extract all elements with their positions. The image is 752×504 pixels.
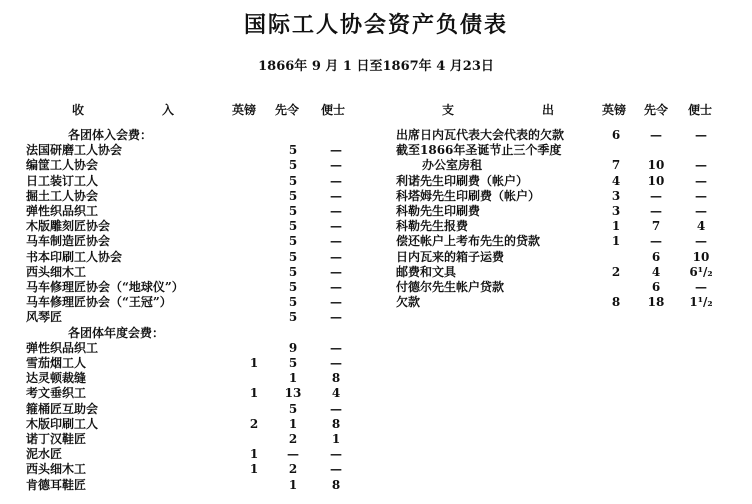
income-pence-value: 1 xyxy=(331,432,341,446)
income-pence-value: — xyxy=(330,310,342,325)
income-header-label-b: 入 xyxy=(162,103,175,117)
expense-header-pound: 英镑 xyxy=(602,103,627,117)
income-header-pence: 便士 xyxy=(321,103,346,117)
income-item-label: 木版印刷工人 xyxy=(26,416,99,431)
income-shillings-value: 5 xyxy=(288,310,298,325)
income-row xyxy=(26,401,356,417)
expense-shillings-value: 6 xyxy=(651,249,661,264)
income-pence-value: — xyxy=(330,143,342,158)
expense-item-label: 邮费和文具 xyxy=(396,264,457,279)
expense-pence-value: 6¹/₂ xyxy=(689,264,713,279)
expense-header-shilling: 先令 xyxy=(644,103,669,117)
income-pence-value: 8 xyxy=(331,416,341,431)
income-item-label: 编筐工人协会 xyxy=(26,158,99,173)
income-item-label: 弹性织品织工 xyxy=(26,340,99,355)
income-item-label: 西头细木工 xyxy=(26,264,87,279)
income-pounds-value: 2 xyxy=(249,416,259,431)
expense-shillings-value: 10 xyxy=(647,158,665,173)
expense-header-label-a: 支 xyxy=(442,103,455,117)
income-row xyxy=(26,173,356,189)
income-pounds-value: 1 xyxy=(249,462,259,477)
income-item-label: 日工装订工人 xyxy=(26,173,99,188)
income-shillings-value: 5 xyxy=(288,295,298,310)
income-row xyxy=(26,294,356,310)
expense-item-label: 利诺先生印刷费（帐户） xyxy=(396,173,529,188)
income-shillings-value: 1 xyxy=(288,416,298,431)
expense-pence-value: 1¹/₂ xyxy=(689,295,713,310)
income-item-label: 风琴匠 xyxy=(26,310,63,325)
income-pence-value: — xyxy=(330,158,342,173)
expense-item-label: 科勒先生报费 xyxy=(396,219,469,234)
income-row xyxy=(26,264,356,280)
income-row xyxy=(26,325,356,341)
income-row xyxy=(26,309,356,325)
expense-pence-value: — xyxy=(695,204,707,218)
expense-pounds-value: 2 xyxy=(611,264,621,279)
expense-item-label: 截至1866年圣诞节止三个季度 xyxy=(396,143,562,158)
expense-pence-value: 10 xyxy=(692,249,710,264)
income-pence-value: 8 xyxy=(331,371,341,386)
expense-pence-value: — xyxy=(695,128,707,142)
expense-pounds-value: 3 xyxy=(611,204,621,218)
income-shillings-value: 1 xyxy=(288,371,298,386)
expense-shillings-value: 6 xyxy=(651,280,661,294)
income-row xyxy=(26,446,356,462)
expense-pounds-value: 6 xyxy=(611,128,621,142)
income-item-label: 西头细木工 xyxy=(26,462,87,477)
income-row xyxy=(26,218,356,234)
expense-shillings-value: — xyxy=(650,128,662,142)
expense-pence-value: — xyxy=(695,280,707,294)
income-item-label: 各团体年度会费： xyxy=(68,325,165,340)
income-pounds-value: 1 xyxy=(249,356,259,370)
income-row xyxy=(26,477,356,493)
expense-shillings-value: — xyxy=(650,234,662,249)
income-shillings-value: 5 xyxy=(288,158,298,173)
income-pence-value: 8 xyxy=(331,477,341,492)
income-row xyxy=(26,370,356,386)
income-pence-value: — xyxy=(330,249,342,264)
expense-row xyxy=(396,233,736,249)
income-pence-value: — xyxy=(330,401,342,416)
income-pence-value: — xyxy=(330,462,342,477)
income-shillings-value: 5 xyxy=(288,219,298,234)
income-row xyxy=(26,249,356,265)
expense-row xyxy=(396,264,736,280)
income-row xyxy=(26,142,356,158)
expense-item-label: 付德尔先生帐户贷款 xyxy=(396,280,505,294)
income-shillings-value: — xyxy=(287,447,299,462)
income-row xyxy=(26,385,356,401)
expense-pounds-value: 4 xyxy=(611,173,621,188)
income-shillings-value: 9 xyxy=(288,340,298,355)
income-item-label: 弹性织品织工 xyxy=(26,204,99,218)
expense-pence-value: — xyxy=(695,234,707,249)
expense-pence-value: — xyxy=(695,173,707,188)
income-shillings-value: 13 xyxy=(284,386,302,401)
income-shillings-value: 5 xyxy=(288,356,298,370)
expense-pounds-value: 8 xyxy=(611,295,621,310)
income-row xyxy=(26,127,356,143)
income-pence-value: — xyxy=(330,340,342,355)
income-row xyxy=(26,279,356,295)
expense-item-label: 日内瓦来的箱子运费 xyxy=(396,249,505,264)
expense-pounds-value: 3 xyxy=(611,188,621,203)
income-item-label: 马车修理匠协会（“地球仪”） xyxy=(26,280,184,294)
income-pence-value: — xyxy=(330,219,342,234)
income-pence-value: — xyxy=(330,234,342,249)
income-item-label: 达灵顿裁缝 xyxy=(26,371,87,386)
income-pounds-value: 1 xyxy=(249,447,259,462)
income-header-shilling: 先令 xyxy=(275,103,300,117)
expense-shillings-value: 7 xyxy=(651,219,661,234)
income-pounds-value: 1 xyxy=(249,386,259,401)
income-item-label: 雪茄烟工人 xyxy=(26,356,87,370)
income-pence-value: — xyxy=(330,280,342,294)
income-item-label: 泥水匠 xyxy=(26,447,63,462)
income-pence-value: — xyxy=(330,204,342,218)
income-row xyxy=(26,340,356,356)
income-row xyxy=(26,461,356,477)
income-item-label: 书本印刷工人协会 xyxy=(26,249,123,264)
income-row xyxy=(26,203,356,219)
expense-pence-value: — xyxy=(695,188,707,203)
expense-row xyxy=(396,218,736,234)
income-item-label: 考文垂织工 xyxy=(26,386,87,401)
expense-row xyxy=(396,157,736,173)
expense-row xyxy=(396,294,736,310)
expense-row xyxy=(396,173,736,189)
income-item-label: 箍桶匠互助会 xyxy=(26,401,99,416)
expense-item-label: 出席日内瓦代表大会代表的欠款 xyxy=(396,128,565,142)
income-header-pound: 英镑 xyxy=(232,103,257,117)
income-item-label: 木版雕刻匠协会 xyxy=(26,219,111,234)
income-pence-value: — xyxy=(330,173,342,188)
income-item-label: 诺丁汉鞋匠 xyxy=(26,432,87,446)
expense-pounds-value: 7 xyxy=(611,158,621,173)
expense-row xyxy=(396,127,736,143)
income-item-label: 法国研磨工人协会 xyxy=(26,143,123,158)
expense-pounds-value: 1 xyxy=(611,219,621,234)
expense-item-label: 偿还帐户上考布先生的贷款 xyxy=(396,234,541,249)
expense-item-label: 科勒先生印刷费 xyxy=(396,204,481,218)
expense-shillings-value: 4 xyxy=(651,264,661,279)
expense-item-label: 科塔姆先生印刷费（帐户） xyxy=(396,188,541,203)
income-shillings-value: 5 xyxy=(288,264,298,279)
date-range-subtitle: 1866年 9 月 1 日至1867年 4 月23日 xyxy=(258,59,494,74)
income-shillings-value: 5 xyxy=(288,249,298,264)
income-row xyxy=(26,233,356,249)
income-pence-value: 4 xyxy=(331,386,341,401)
income-row xyxy=(26,188,356,204)
expense-shillings-value: — xyxy=(650,204,662,218)
expense-shillings-value: 10 xyxy=(647,173,665,188)
income-shillings-value: 5 xyxy=(288,401,298,416)
income-row xyxy=(26,355,356,371)
expense-pence-value: — xyxy=(695,158,707,173)
income-shillings-value: 5 xyxy=(288,204,298,218)
expense-shillings-value: 18 xyxy=(647,295,665,310)
income-row xyxy=(26,416,356,432)
income-item-label: 肯德耳鞋匠 xyxy=(26,477,87,492)
income-pence-value: — xyxy=(330,356,342,370)
expense-shillings-value: — xyxy=(650,188,662,203)
expense-item-label: 办公室房租 xyxy=(422,158,483,173)
income-shillings-value: 5 xyxy=(288,280,298,294)
expense-row xyxy=(396,142,736,158)
expense-row xyxy=(396,203,736,219)
income-row xyxy=(26,157,356,173)
income-shillings-value: 5 xyxy=(288,173,298,188)
income-shillings-value: 1 xyxy=(288,477,298,492)
income-item-label: 马车制造匠协会 xyxy=(26,234,111,249)
expense-row xyxy=(396,249,736,265)
income-item-label: 各团体入会费： xyxy=(68,128,153,142)
income-item-label: 掘土工人协会 xyxy=(26,188,99,203)
expense-row xyxy=(396,279,736,295)
income-shillings-value: 5 xyxy=(288,143,298,158)
expense-pence-value: 4 xyxy=(696,219,706,234)
expense-item-label: 欠款 xyxy=(396,295,421,310)
income-shillings-value: 5 xyxy=(288,188,298,203)
income-item-label: 马车修理匠协会（“王冠”） xyxy=(26,295,172,310)
income-shillings-value: 5 xyxy=(288,234,298,249)
income-pence-value: — xyxy=(330,447,342,462)
income-row xyxy=(26,431,356,447)
income-shillings-value: 2 xyxy=(288,432,298,446)
expense-header-label-b: 出 xyxy=(542,103,555,117)
expense-header-pence: 便士 xyxy=(688,103,713,117)
expense-row xyxy=(396,188,736,204)
income-pence-value: — xyxy=(330,188,342,203)
income-pence-value: — xyxy=(330,295,342,310)
expense-pounds-value: 1 xyxy=(611,234,621,249)
income-shillings-value: 2 xyxy=(288,462,298,477)
income-pence-value: — xyxy=(330,264,342,279)
income-header-label-a: 收 xyxy=(72,103,85,117)
page-title: 国际工人协会资产负债表 xyxy=(243,12,508,38)
